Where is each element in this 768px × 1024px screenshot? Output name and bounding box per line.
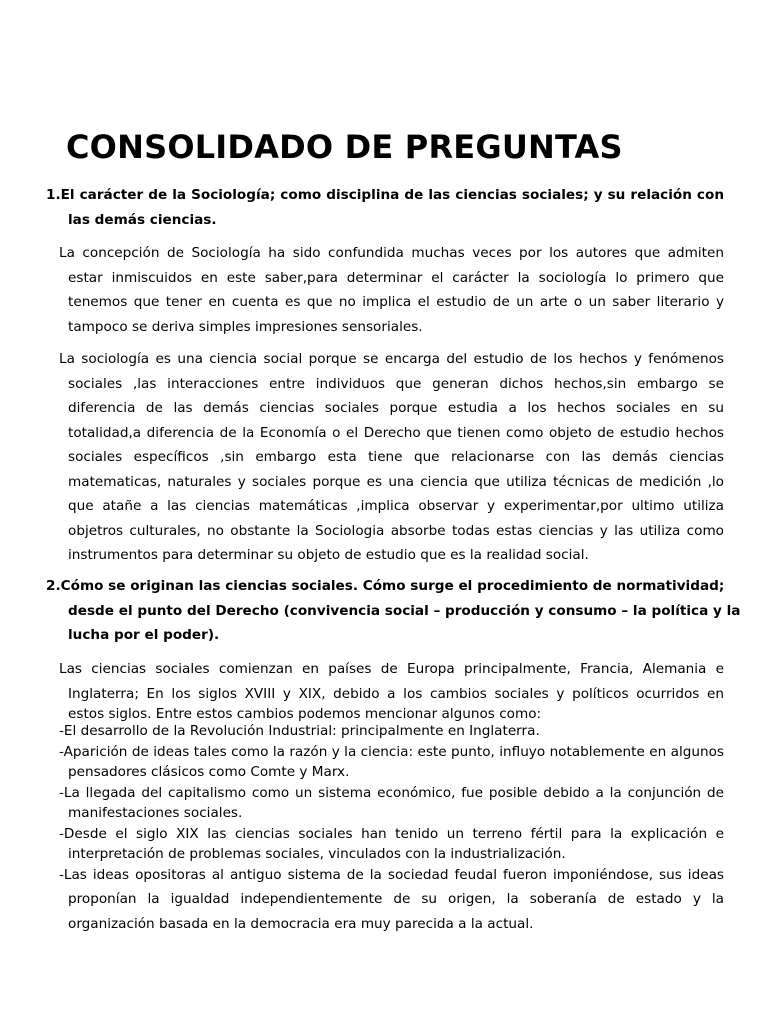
question-1-line: 1.El carácter de la Sociología; como disciplina de las ciencias sociales; y su relación con (46, 187, 724, 203)
paragraph-1 (59, 241, 724, 339)
list-item-line: -La llegada del capitalismo como un sistema económico, fue posible debido a la conjunción de (59, 785, 724, 801)
list-item (59, 822, 724, 863)
list-item-line: -Las ideas opositoras al antiguo sistema de la sociedad feudal fueron imponiéndose, sus ideas (59, 867, 724, 883)
list-item (59, 863, 724, 936)
list-item-line: pensadores clásicos como Comte y Marx. (68, 764, 350, 780)
paragraph-line: estar inmiscuidos en este saber,para determinar el carácter la sociología lo primero que (68, 269, 724, 286)
list-item-line: -El desarrollo de la Revolución Industrial: principalmente en Inglaterra. (59, 723, 540, 739)
paragraph-line: La concepción de Sociología ha sido confundida muchas veces por los autores que admiten (59, 245, 724, 261)
paragraph-line: objetros culturales, no obstante la Sociologia absorbe todas estas ciencias y las utiliza como (68, 522, 724, 539)
paragraph-3 (59, 657, 724, 723)
list-item (59, 781, 724, 822)
list-item-line: -Aparición de ideas tales como la razón y la ciencia: este punto, influyo notablemente en algunos (59, 744, 724, 760)
paragraph-line: tenemos que tener en cuenta es que no implica el estudio de un arte o un saber literario y (68, 294, 724, 310)
paragraph-line: tampoco se deriva simples impresiones sensoriales. (68, 318, 423, 335)
paragraph-line: que atañe a las ciencias matemáticas ,implica observar y experimentar,por ultimo utiliza (68, 498, 724, 514)
list-item-line: manifestaciones sociales. (68, 805, 243, 821)
paragraph-line: sociales ,las interacciones entre individuos que generan dichos hechos,sin embargo se (68, 375, 724, 392)
paragraph-line: estos siglos. Entre estos cambios podemos mencionar algunos como: (68, 706, 542, 722)
list-item-line: organización basada en la democracia era muy parecida a la actual. (68, 915, 534, 932)
paragraph-line: sociales específicos ,sin embargo esta tiene que relacionarse con las demás ciencias (68, 449, 724, 465)
question-2-line: 2.Cómo se originan las ciencias sociales. Cómo surge el procedimiento de normatividad; (46, 578, 725, 594)
paragraph-line: instrumentos para determinar su objeto de estudio que es la realidad social. (68, 547, 589, 563)
list-item (59, 723, 724, 740)
question-1-line: las demás ciencias. (68, 211, 217, 228)
question-2-line: lucha por el poder). (68, 627, 220, 643)
paragraph-line: matematicas, naturales y sociales porque es una ciencia que utiliza técnicas de medición ,lo (68, 473, 724, 490)
paragraph-2 (59, 347, 724, 568)
page-title: CONSOLIDADO DE PREGUNTAS (66, 128, 623, 166)
question-1 (46, 183, 724, 232)
paragraph-line: totalidad,a diferencia de la Economía o el Derecho que tienen como objeto de estudio hechos (68, 424, 724, 441)
list-item-line: -Desde el siglo XIX las ciencias sociales han tenido un terreno fértil para la explicación e (59, 826, 724, 842)
paragraph-line: Las ciencias sociales comienzan en países de Europa principalmente, Francia, Alemania e (59, 661, 724, 677)
list-item-line: proponían la igualdad independientemente de su origen, la soberanía de estado y la (68, 891, 724, 907)
paragraph-line: diferencia de las demás ciencias sociales porque estudia a los hechos sociales en su (68, 400, 724, 416)
question-2 (46, 574, 741, 648)
paragraph-line: Inglaterra; En los siglos XVIII y XIX, debido a los cambios sociales y políticos ocurridos en (68, 685, 724, 702)
paragraph-line: La sociología es una ciencia social porque se encarga del estudio de los hechos y fenómenos (59, 351, 724, 367)
question-2-line: desde el punto del Derecho (convivencia social – producción y consumo – la política y la (68, 602, 741, 619)
list-item (59, 740, 724, 781)
list-item-line: interpretación de problemas sociales, vinculados con la industrialización. (68, 846, 566, 862)
